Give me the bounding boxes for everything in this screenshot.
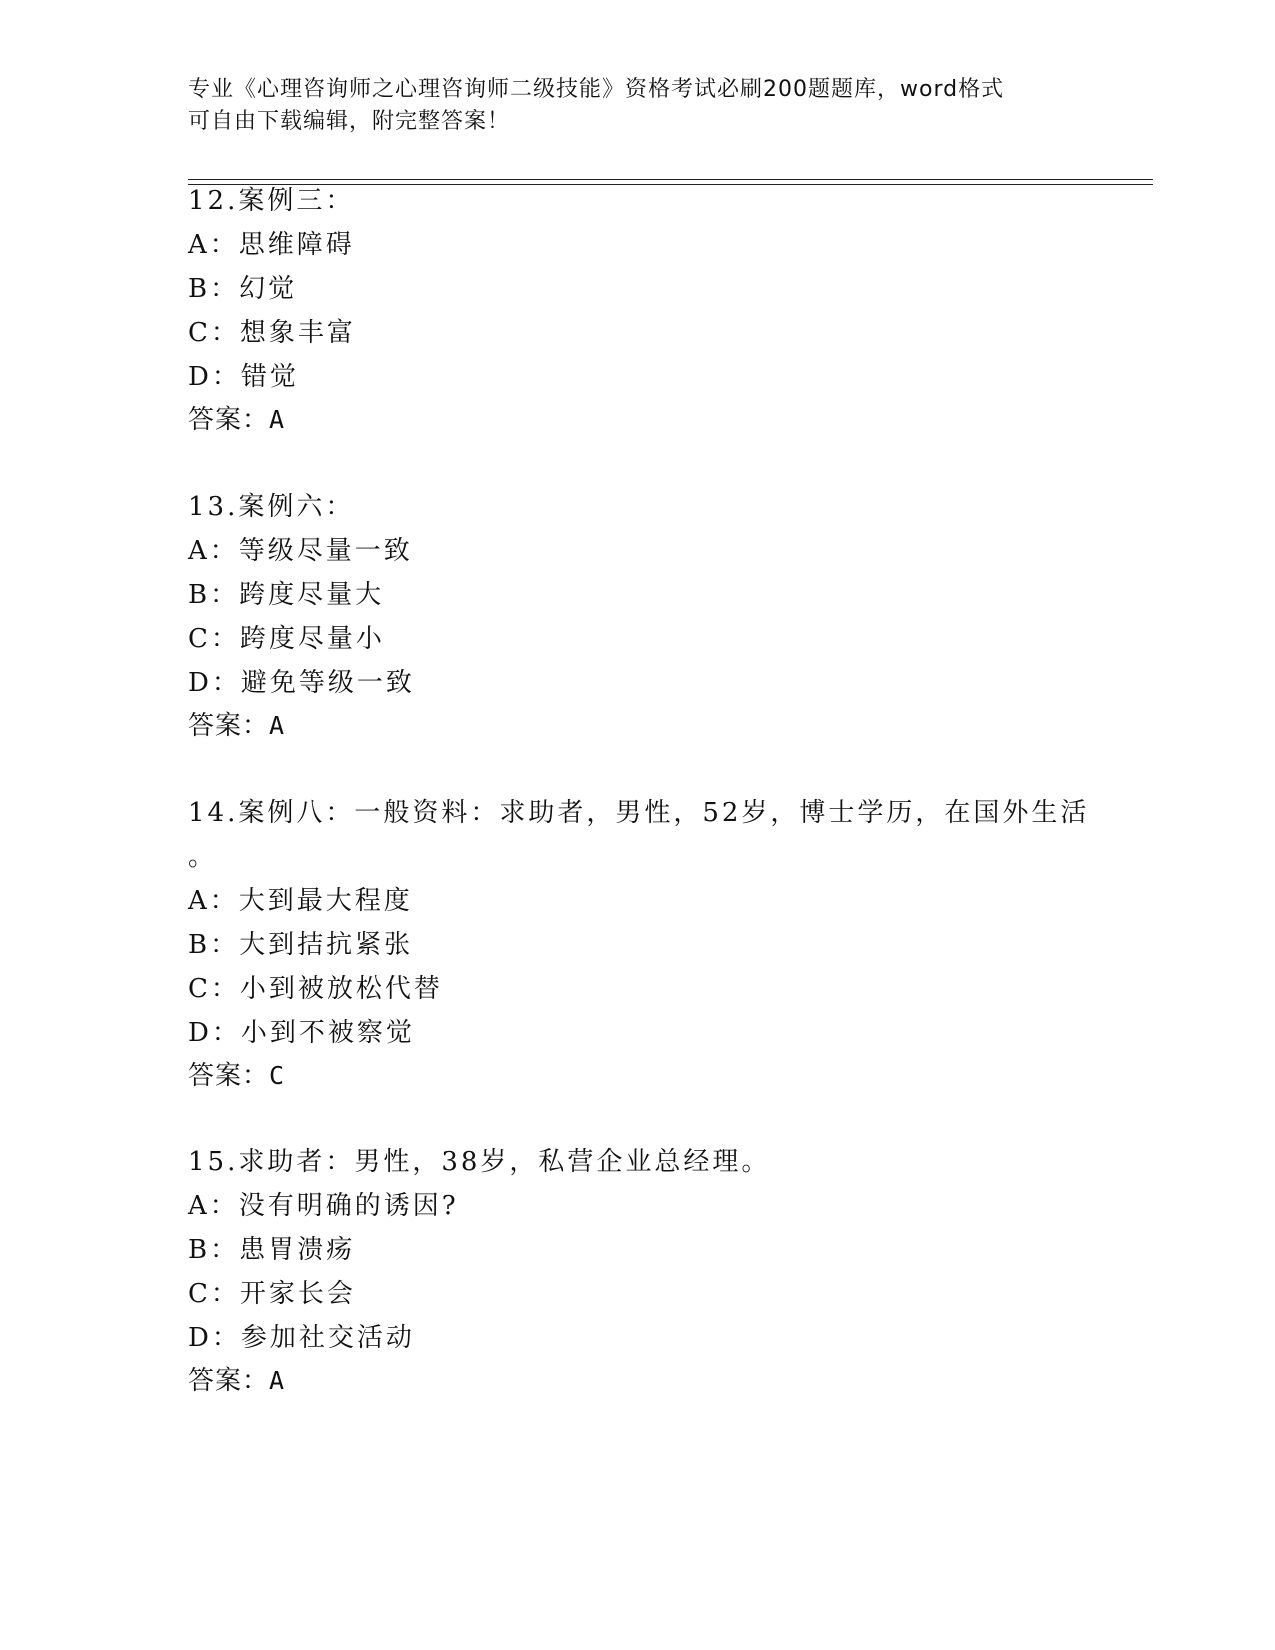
option-a: A：等级尽量一致 bbox=[188, 536, 413, 566]
option-d: D：小到不被察觉 bbox=[188, 1018, 415, 1048]
answer-value: A bbox=[269, 405, 285, 434]
option-c: C：开家长会 bbox=[188, 1279, 356, 1309]
answer-line bbox=[188, 1366, 284, 1396]
option-d: D：避免等级一致 bbox=[188, 668, 415, 698]
answer-line bbox=[188, 1061, 284, 1091]
question-stem: 13.案例六： bbox=[188, 492, 355, 522]
question-stem-continuation: 。 bbox=[188, 842, 218, 872]
header-divider-top bbox=[188, 179, 1153, 180]
answer-value: A bbox=[269, 711, 285, 740]
answer-line bbox=[188, 405, 284, 435]
document-header bbox=[188, 74, 1088, 138]
option-a: A：大到最大程度 bbox=[188, 886, 413, 916]
option-b: B：大到拮抗紧张 bbox=[188, 930, 414, 960]
option-a: A：没有明确的诱因? bbox=[188, 1191, 459, 1221]
option-d: D：参加社交活动 bbox=[188, 1323, 415, 1353]
option-b: B：跨度尽量大 bbox=[188, 580, 385, 610]
answer-label: 答案： bbox=[188, 1061, 270, 1091]
answer-label: 答案： bbox=[188, 1366, 270, 1396]
answer-line bbox=[188, 711, 284, 741]
header-line-1: 专业《心理咨询师之心理咨询师二级技能》资格考试必刷200题题库，word格式 bbox=[188, 77, 1005, 102]
answer-label: 答案： bbox=[188, 405, 270, 435]
answer-label: 答案： bbox=[188, 711, 270, 741]
option-c: C：想象丰富 bbox=[188, 318, 356, 348]
option-a: A：思维障碍 bbox=[188, 230, 355, 260]
header-line-2: 可自由下载编辑，附完整答案！ bbox=[188, 109, 511, 134]
question-stem: 14.案例八：一般资料：求助者，男性，52岁，博士学历，在国外生活 bbox=[188, 798, 1090, 828]
question-stem: 15.求助者：男性，38岁，私营企业总经理。 bbox=[188, 1147, 771, 1177]
question-stem: 12.案例三： bbox=[188, 186, 355, 216]
answer-value: A bbox=[269, 1366, 285, 1395]
option-c: C：跨度尽量小 bbox=[188, 624, 385, 654]
header-divider-bottom bbox=[188, 184, 1153, 185]
answer-value: C bbox=[269, 1061, 285, 1090]
option-d: D：错觉 bbox=[188, 362, 299, 392]
option-c: C：小到被放松代替 bbox=[188, 974, 443, 1004]
option-b: B：幻觉 bbox=[188, 274, 298, 304]
option-b: B：患胃溃疡 bbox=[188, 1235, 356, 1265]
